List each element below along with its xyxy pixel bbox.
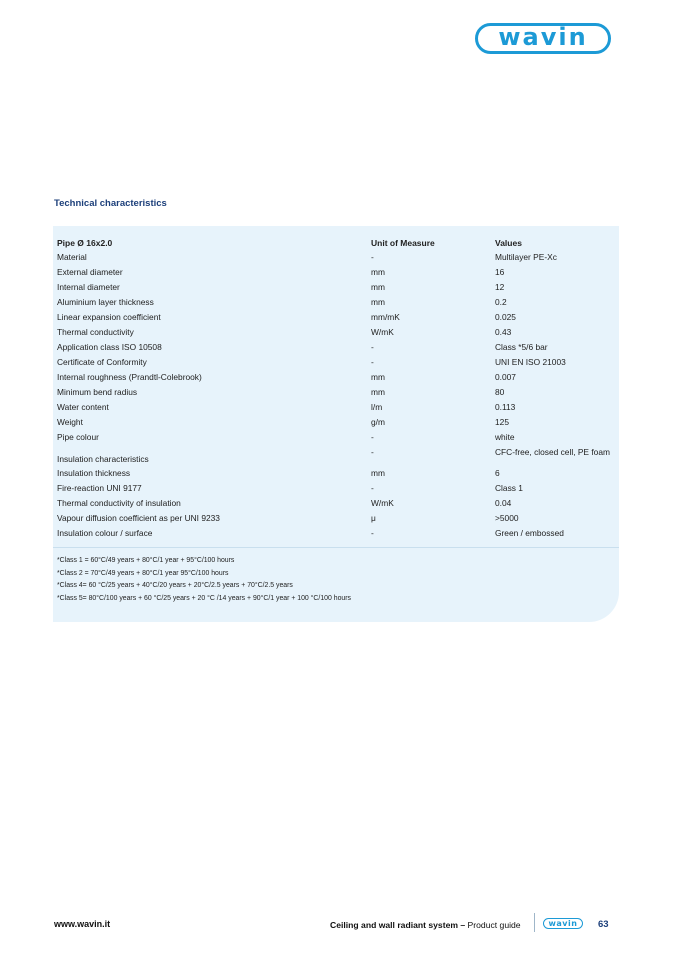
row-property: Insulation thickness xyxy=(57,468,131,478)
table-header-row xyxy=(57,236,612,250)
footer-url[interactable]: www.wavin.it xyxy=(54,919,111,929)
row-property: Thermal conductivity xyxy=(57,327,134,337)
note-line: *Class 5= 80°C/100 years + 60 °C/25 years + 20 °C /14 years + 90°C/1 year + 100 °C/100 hours xyxy=(57,594,351,602)
row-value: 6 xyxy=(495,468,500,478)
table-row xyxy=(57,385,612,400)
row-property: Pipe colour xyxy=(57,432,99,442)
row-value: UNI EN ISO 21003 xyxy=(495,357,566,367)
row-value: >5000 xyxy=(495,513,519,523)
row-property: Minimum bend radius xyxy=(57,387,138,397)
row-unit: mm xyxy=(371,387,385,397)
row-value: 0.43 xyxy=(495,327,512,337)
header-pipe: Pipe Ø 16x2.0 xyxy=(57,238,113,248)
note-line: *Class 2 = 70°C/49 years + 80°C/1 year 95°C/100 hours xyxy=(57,569,229,577)
table-row xyxy=(57,370,612,385)
row-value: Green / embossed xyxy=(495,528,564,538)
row-value: CFC-free, closed cell, PE foam xyxy=(495,447,610,457)
row-value: 0.113 xyxy=(495,402,516,412)
row-unit: l/m xyxy=(371,402,383,412)
table-row xyxy=(57,310,612,325)
table-row xyxy=(57,415,612,430)
row-property: Application class ISO 10508 xyxy=(57,342,162,352)
technical-table xyxy=(57,236,612,541)
row-unit: - xyxy=(371,447,374,457)
row-value: Class 1 xyxy=(495,483,523,493)
row-property: Material xyxy=(57,252,87,262)
page-number: 63 xyxy=(598,919,609,930)
row-value: white xyxy=(495,432,515,442)
table-row xyxy=(57,511,612,526)
row-property: Certificate of Conformity xyxy=(57,357,147,367)
table-row xyxy=(57,355,612,370)
row-unit: - xyxy=(371,357,374,367)
table-row xyxy=(57,445,612,466)
footer-wavin-logo: wavin xyxy=(543,918,583,929)
row-unit: - xyxy=(371,528,374,538)
row-value: 0.2 xyxy=(495,297,507,307)
row-unit: W/mK xyxy=(371,327,394,337)
table-row xyxy=(57,526,612,541)
row-unit: μ xyxy=(371,513,376,523)
table-row xyxy=(57,295,612,310)
table-row xyxy=(57,481,612,496)
section-title: Technical characteristics xyxy=(54,198,167,209)
header-values: Values xyxy=(495,238,522,248)
row-unit: mm/mK xyxy=(371,312,400,322)
row-unit: - xyxy=(371,342,374,352)
wavin-logo: wavin xyxy=(475,23,611,54)
row-value: 0.04 xyxy=(495,498,512,508)
row-property: Thermal conductivity of insulation xyxy=(57,498,181,508)
row-unit: - xyxy=(371,483,374,493)
table-divider xyxy=(53,547,619,548)
row-unit: - xyxy=(371,432,374,442)
table-row xyxy=(57,250,612,265)
footer-title xyxy=(330,920,521,930)
row-value: 0.025 xyxy=(495,312,516,322)
row-unit: mm xyxy=(371,282,385,292)
row-value: 80 xyxy=(495,387,505,397)
row-value: 0.007 xyxy=(495,372,516,382)
table-row xyxy=(57,340,612,355)
row-unit: mm xyxy=(371,372,385,382)
row-property: Water content xyxy=(57,402,109,412)
note-line: *Class 4= 60 °C/25 years + 40°C/20 years + 20°C/2.5 years + 70°C/2.5 years xyxy=(57,582,293,589)
row-unit: mm xyxy=(371,468,385,478)
row-unit: - xyxy=(371,252,374,262)
table-row xyxy=(57,265,612,280)
table-row xyxy=(57,430,612,445)
table-row xyxy=(57,325,612,340)
row-value: 125 xyxy=(495,417,509,427)
row-unit: W/mK xyxy=(371,498,394,508)
row-property: Insulation colour / surface xyxy=(57,528,153,538)
row-value: 12 xyxy=(495,282,505,292)
table-row xyxy=(57,400,612,415)
note-line: *Class 1 = 60°C/49 years + 80°C/1 year + 95°C/100 hours xyxy=(57,557,235,564)
row-property: Internal diameter xyxy=(57,282,120,292)
header-unit: Unit of Measure xyxy=(371,238,435,248)
row-value: 16 xyxy=(495,267,505,277)
row-property: Fire-reaction UNI 9177 xyxy=(57,483,142,493)
row-property: Aluminium layer thickness xyxy=(57,297,154,307)
row-property: Insulation characteristics xyxy=(57,454,149,464)
footer-separator xyxy=(534,913,535,932)
table-row xyxy=(57,280,612,295)
row-unit: mm xyxy=(371,267,385,277)
row-unit: g/m xyxy=(371,417,385,427)
row-value: Class *5/6 bar xyxy=(495,342,548,352)
table-row xyxy=(57,496,612,511)
class-notes xyxy=(57,555,351,605)
row-property: External diameter xyxy=(57,267,123,277)
footer-title-rest: Product guide xyxy=(465,920,521,930)
row-unit: mm xyxy=(371,297,385,307)
row-property: Weight xyxy=(57,417,83,427)
row-property: Linear expansion coefficient xyxy=(57,312,161,322)
row-property: Internal roughness (Prandtl-Colebrook) xyxy=(57,372,202,382)
footer-title-bold: Ceiling and wall radiant system – xyxy=(330,920,466,930)
row-property: Vapour diffusion coefficient as per UNI 9233 xyxy=(57,513,220,523)
table-row xyxy=(57,466,612,481)
row-value: Multilayer PE-Xc xyxy=(495,252,557,262)
